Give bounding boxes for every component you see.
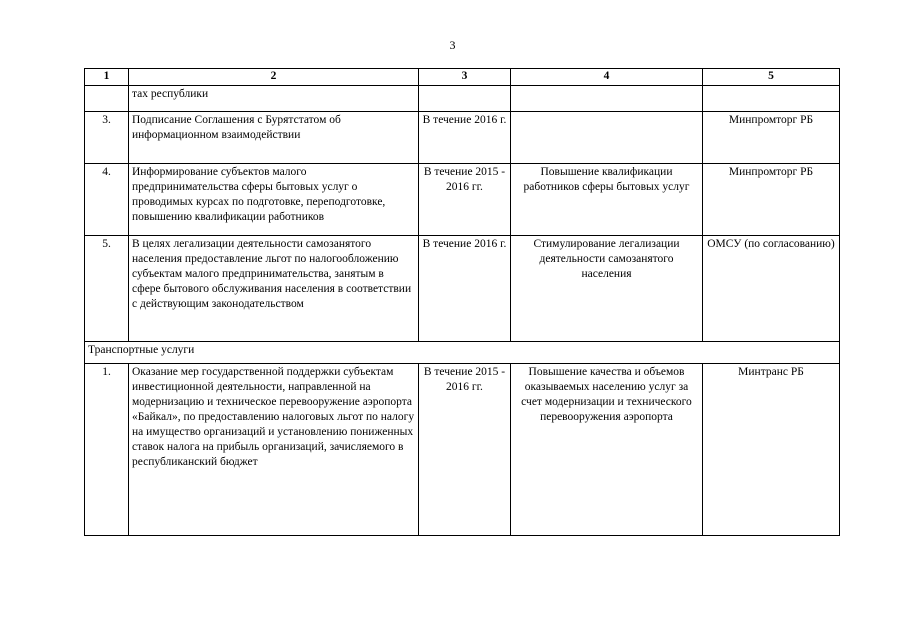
- row-responsible: Минтранс РБ: [703, 364, 840, 536]
- section-title: Транспортные услуги: [85, 342, 840, 364]
- col-header-action: 2: [129, 69, 419, 86]
- row-period: В течение 2015 - 2016 гг.: [419, 364, 511, 536]
- row-result: Повышение квалификации работников сферы бытовых услуг: [511, 164, 703, 236]
- col-header-result: 4: [511, 69, 703, 86]
- table-row: [85, 164, 840, 236]
- row-period: [419, 86, 511, 112]
- row-period: В течение 2015 - 2016 гг.: [419, 164, 511, 236]
- row-number: 3.: [85, 112, 129, 164]
- row-number: [85, 86, 129, 112]
- row-action: Информирование субъектов малого предпринимательства сферы бытовых услуг о проводимых курсах по подготовке, переподготовке, повышению квалификации работников: [129, 164, 419, 236]
- row-period: В течение 2016 г.: [419, 236, 511, 342]
- row-action: В целях легализации деятельности самозанятого населения предоставление льгот по налогообложению субъектам малого предпринимательства, занятым в сфере бытового обслуживания населения в соответствии с действующим законодательством: [129, 236, 419, 342]
- row-action: Оказание мер государственной поддержки субъектам инвестиционной деятельности, направленной на модернизацию и техническое перевооружение аэропорта «Байкал», по предоставлению налоговых льгот по налогу на имущество организаций и установлению пониженных ставок налога на прибыль организаций, зачисляемого в республиканский бюджет: [129, 364, 419, 536]
- header-row: [85, 69, 840, 86]
- row-responsible: ОМСУ (по согласованию): [703, 236, 840, 342]
- row-result: Стимулирование легализации деятельности самозанятого населения: [511, 236, 703, 342]
- col-header-period: 3: [419, 69, 511, 86]
- col-header-responsible: 5: [703, 69, 840, 86]
- table-row: [85, 236, 840, 342]
- section-row: [85, 342, 840, 364]
- row-action: тах республики: [129, 86, 419, 112]
- row-responsible: Минпромторг РБ: [703, 112, 840, 164]
- measures-table: [84, 68, 840, 536]
- row-period: В течение 2016 г.: [419, 112, 511, 164]
- row-responsible: [703, 86, 840, 112]
- row-result: [511, 86, 703, 112]
- row-result: [511, 112, 703, 164]
- col-header-number: 1: [85, 69, 129, 86]
- page-number: 3: [449, 38, 456, 52]
- table-row: [85, 86, 840, 112]
- row-action: Подписание Соглашения с Бурятстатом об информационном взаимодействии: [129, 112, 419, 164]
- row-number: 1.: [85, 364, 129, 536]
- row-result: Повышение качества и объемов оказываемых населению услуг за счет модернизации и технического перевооружения аэропорта: [511, 364, 703, 536]
- row-responsible: Минпромторг РБ: [703, 164, 840, 236]
- table-row: [85, 364, 840, 536]
- row-number: 4.: [85, 164, 129, 236]
- table-row: [85, 112, 840, 164]
- row-number: 5.: [85, 236, 129, 342]
